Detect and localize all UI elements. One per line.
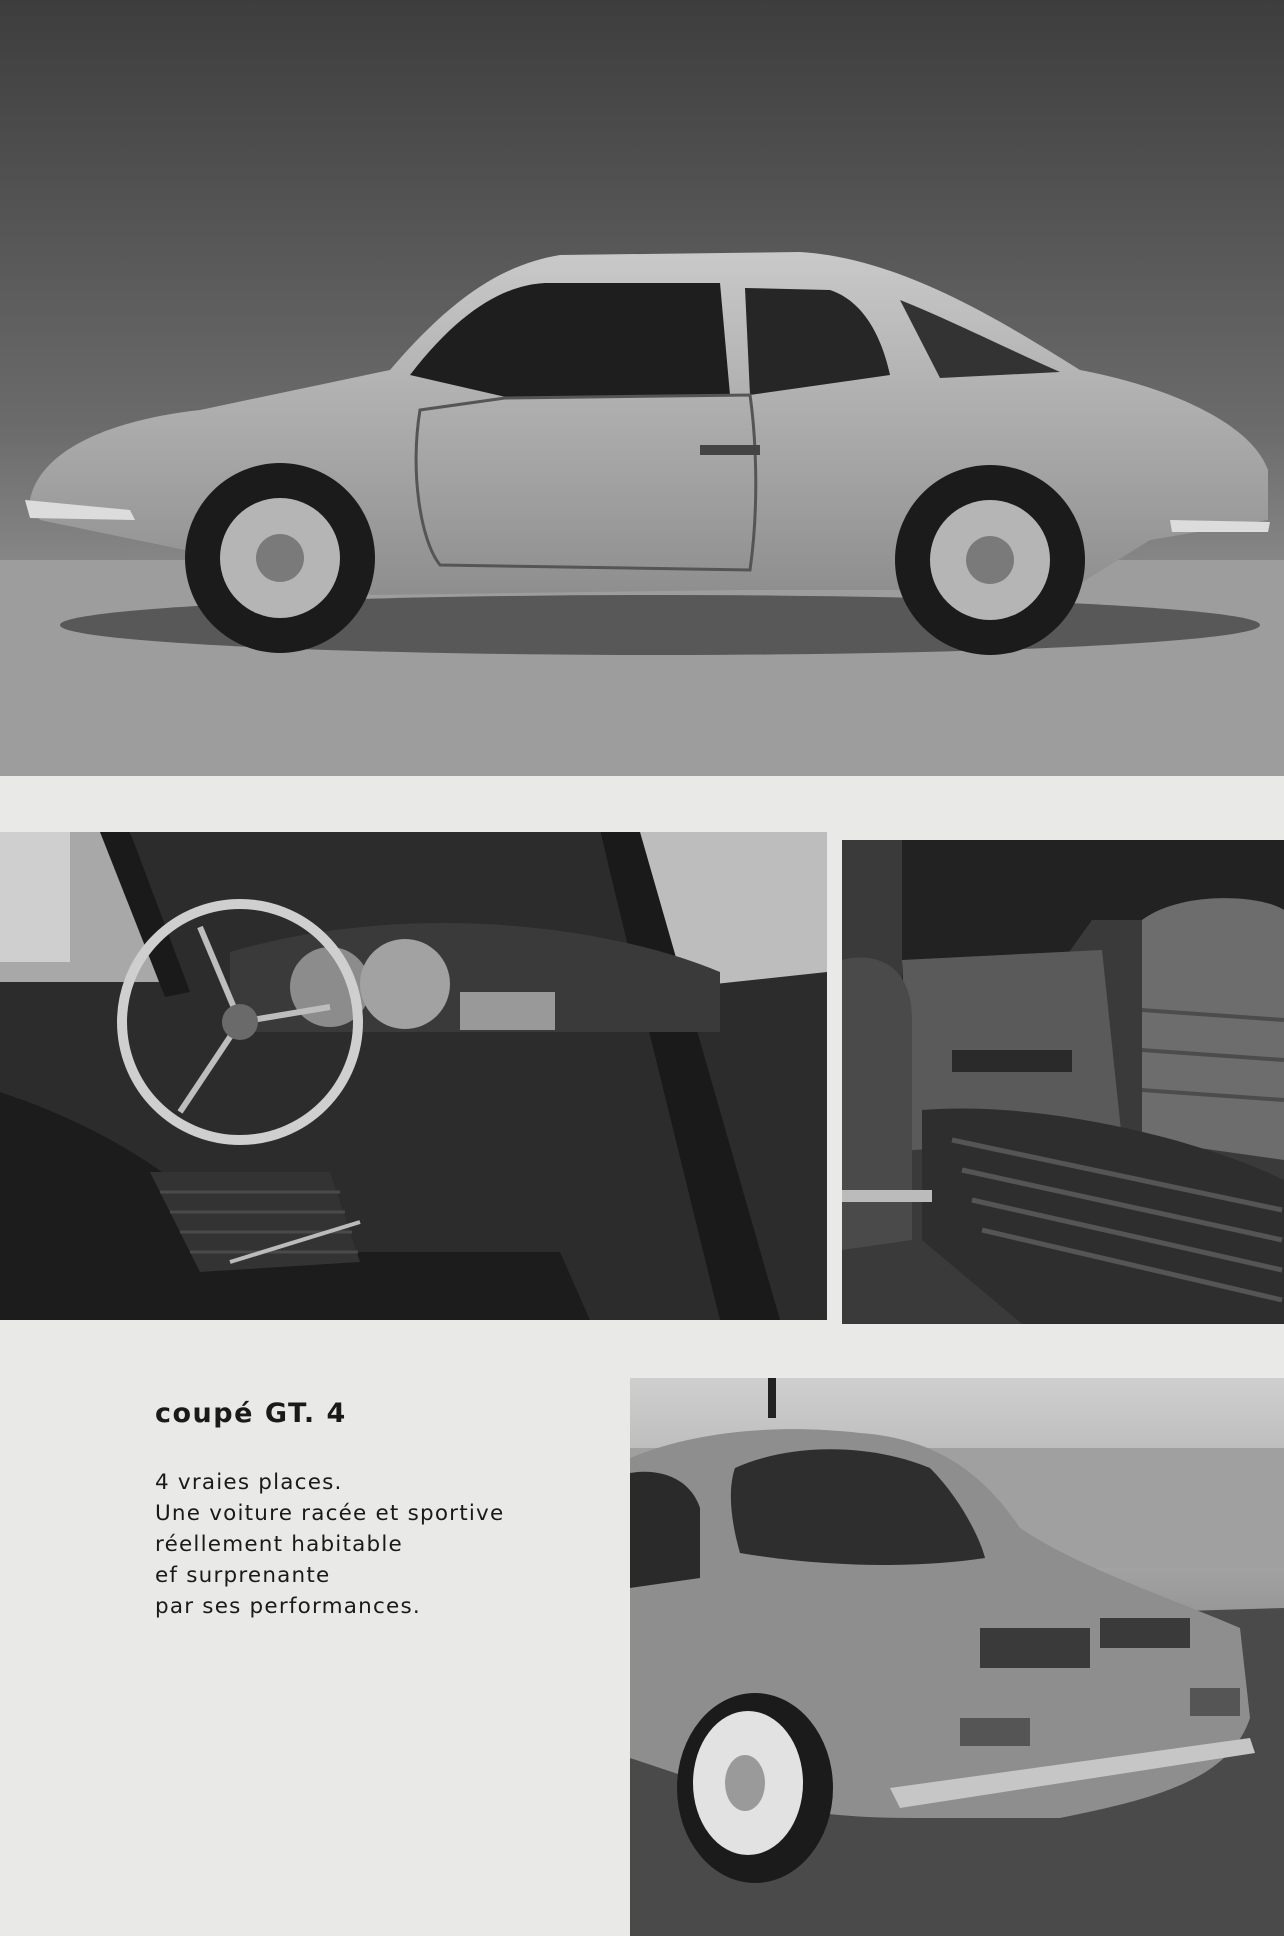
description-lines <box>155 1467 615 1622</box>
model-title: coupé GT. 4 <box>155 1398 347 1429</box>
dashboard-interior-photo <box>0 832 827 1320</box>
caption-block <box>155 1398 615 1622</box>
description-line: réellement habitable <box>155 1532 403 1557</box>
car-side-view-photo <box>0 0 1284 776</box>
description-line: 4 vraies places. <box>155 1470 343 1495</box>
description-line: Une voiture racée et sportive <box>155 1501 505 1526</box>
description-line: par ses performances. <box>155 1594 421 1619</box>
description-line: ef surprenante <box>155 1563 331 1588</box>
car-rear-view-photo <box>630 1378 1284 1936</box>
rear-seat-interior-photo <box>842 840 1284 1324</box>
